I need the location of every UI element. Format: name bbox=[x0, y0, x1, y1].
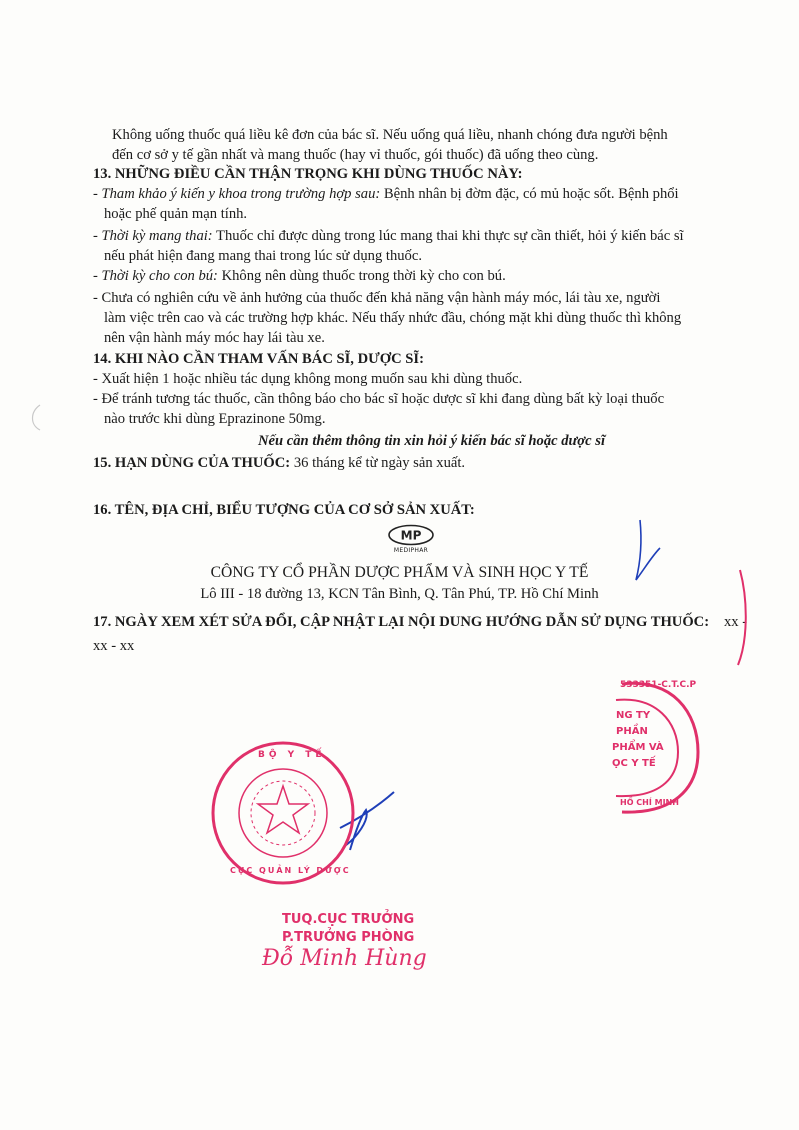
company-name: CÔNG TY CỔ PHẦN DƯỢC PHẨM VÀ SINH HỌC Y TẾ bbox=[210, 564, 589, 581]
company-stamp-line-2: PHẦN bbox=[616, 726, 648, 737]
ministry-stamp-bottom: CỤC QUẢN LÝ DƯỢC bbox=[230, 866, 351, 875]
ministry-stamp-top: BỘ Y TẾ bbox=[258, 750, 326, 760]
company-stamp-city: HỒ CHÍ MINH bbox=[620, 798, 679, 807]
s13-bullet-2-label: - Thời kỳ mang thai: bbox=[93, 228, 213, 244]
section-14-title: 14. KHI NÀO CẦN THAM VẤN BÁC SĨ, DƯỢC SĨ: bbox=[93, 351, 424, 367]
company-stamp-code: 533351-C.T.C.P bbox=[620, 680, 697, 690]
ministry-stamp bbox=[208, 738, 358, 888]
company-stamp-line-4: ỌC Y TẾ bbox=[612, 758, 656, 769]
s13-bullet-1-text: Bệnh nhân bị đờm đặc, có mủ hoặc sốt. Bệnh phổi bbox=[380, 186, 679, 202]
s13-bullet-2-text: Thuốc chỉ được dùng trong lúc mang thai khi thực sự cần thiết, hỏi ý kiến bác sĩ bbox=[212, 228, 684, 244]
section-17-value-b: xx - xx bbox=[93, 638, 135, 654]
section-13-title: 13. NHỮNG ĐIỀU CẦN THẬN TRỌNG KHI DÙNG THUỐC NÀY: bbox=[93, 166, 523, 182]
s13-bullet-1 bbox=[93, 185, 679, 203]
s14-bullet-2: - Để tránh tương tác thuốc, cần thông báo cho bác sĩ hoặc dược sĩ khi đang dùng bất kỳ loại thuốc bbox=[93, 391, 665, 407]
logo-name: MEDIPHAR bbox=[393, 547, 429, 554]
logo-emblem-icon bbox=[386, 524, 436, 546]
scan-mark-icon bbox=[33, 405, 41, 430]
s13-bullet-3-label: - Thời kỳ cho con bú: bbox=[93, 268, 218, 284]
company-stamp bbox=[612, 672, 702, 822]
s13-bullet-4-line-2: làm việc trên cao và các trường hợp khác. Nếu thấy nhức đầu, chóng mặt khi dùng thuốc thì không bbox=[104, 310, 682, 326]
intro-line-1: Không uống thuốc quá liều kê đơn của bác sĩ. Nếu uống quá liều, nhanh chóng đưa người bệnh bbox=[112, 127, 668, 143]
s14-bullet-2-cont: nào trước khi dùng Eprazinone 50mg. bbox=[104, 411, 326, 427]
company-address: Lô III - 18 đường 13, KCN Tân Bình, Q. Tân Phú, TP. Hồ Chí Minh bbox=[200, 586, 599, 602]
section-15-title: 15. HẠN DÙNG CỦA THUỐC: bbox=[93, 455, 291, 471]
s13-bullet-1-label: - Tham khảo ý kiến y khoa trong trường hợp sau: bbox=[93, 186, 381, 202]
s14-bullet-1: - Xuất hiện 1 hoặc nhiều tác dụng không mong muốn sau khi dùng thuốc. bbox=[93, 371, 523, 387]
company-stamp-line-1: NG TY bbox=[616, 710, 651, 721]
s13-bullet-4-line-3: nên vận hành máy móc hay lái tàu xe. bbox=[104, 330, 325, 346]
info-note: Nếu cần thêm thông tin xin hỏi ý kiến bác sĩ hoặc dược sĩ bbox=[258, 433, 605, 449]
company-stamp-line-3: PHẨM VÀ bbox=[612, 742, 664, 753]
s13-bullet-2-cont: nếu phát hiện đang mang thai trong lúc sử dụng thuốc. bbox=[104, 248, 422, 264]
section-16-title: 16. TÊN, ĐỊA CHỈ, BIỂU TƯỢNG CỦA CƠ SỞ SẢN XUẤT: bbox=[93, 502, 475, 518]
section-15 bbox=[93, 454, 465, 472]
s13-bullet-3-text: Không nên dùng thuốc trong thời kỳ cho con bú. bbox=[217, 268, 506, 284]
section-17-title: 17. NGÀY XEM XÉT SỬA ĐỔI, CẬP NHẬT LẠI NỘI DUNG HƯỚNG DẪN SỬ DỤNG THUỐC: bbox=[93, 614, 710, 630]
mediphar-logo bbox=[386, 524, 436, 556]
s13-bullet-3 bbox=[93, 267, 506, 285]
approval-signature-name: Đỗ Minh Hùng bbox=[262, 946, 427, 971]
s13-bullet-1-cont: hoặc phế quản mạn tính. bbox=[104, 206, 248, 222]
s13-bullet-4-line-1: - Chưa có nghiên cứu về ảnh hưởng của thuốc đến khả năng vận hành máy móc, lái tàu xe, người bbox=[93, 290, 661, 306]
s13-bullet-2 bbox=[93, 227, 684, 245]
approval-line-1: TUQ.CỤC TRƯỞNG bbox=[282, 912, 415, 927]
section-15-text: 36 tháng kể từ ngày sản xuất. bbox=[290, 455, 466, 471]
section-17-value-a: xx - bbox=[724, 614, 748, 630]
intro-line-2: đến cơ sở y tế gần nhất và mang thuốc (hay vỉ thuốc, gói thuốc) đã uống theo cùng. bbox=[112, 147, 599, 163]
logo-mark-text: MP bbox=[400, 528, 422, 543]
approval-line-2: P.TRƯỞNG PHÒNG bbox=[282, 930, 415, 945]
